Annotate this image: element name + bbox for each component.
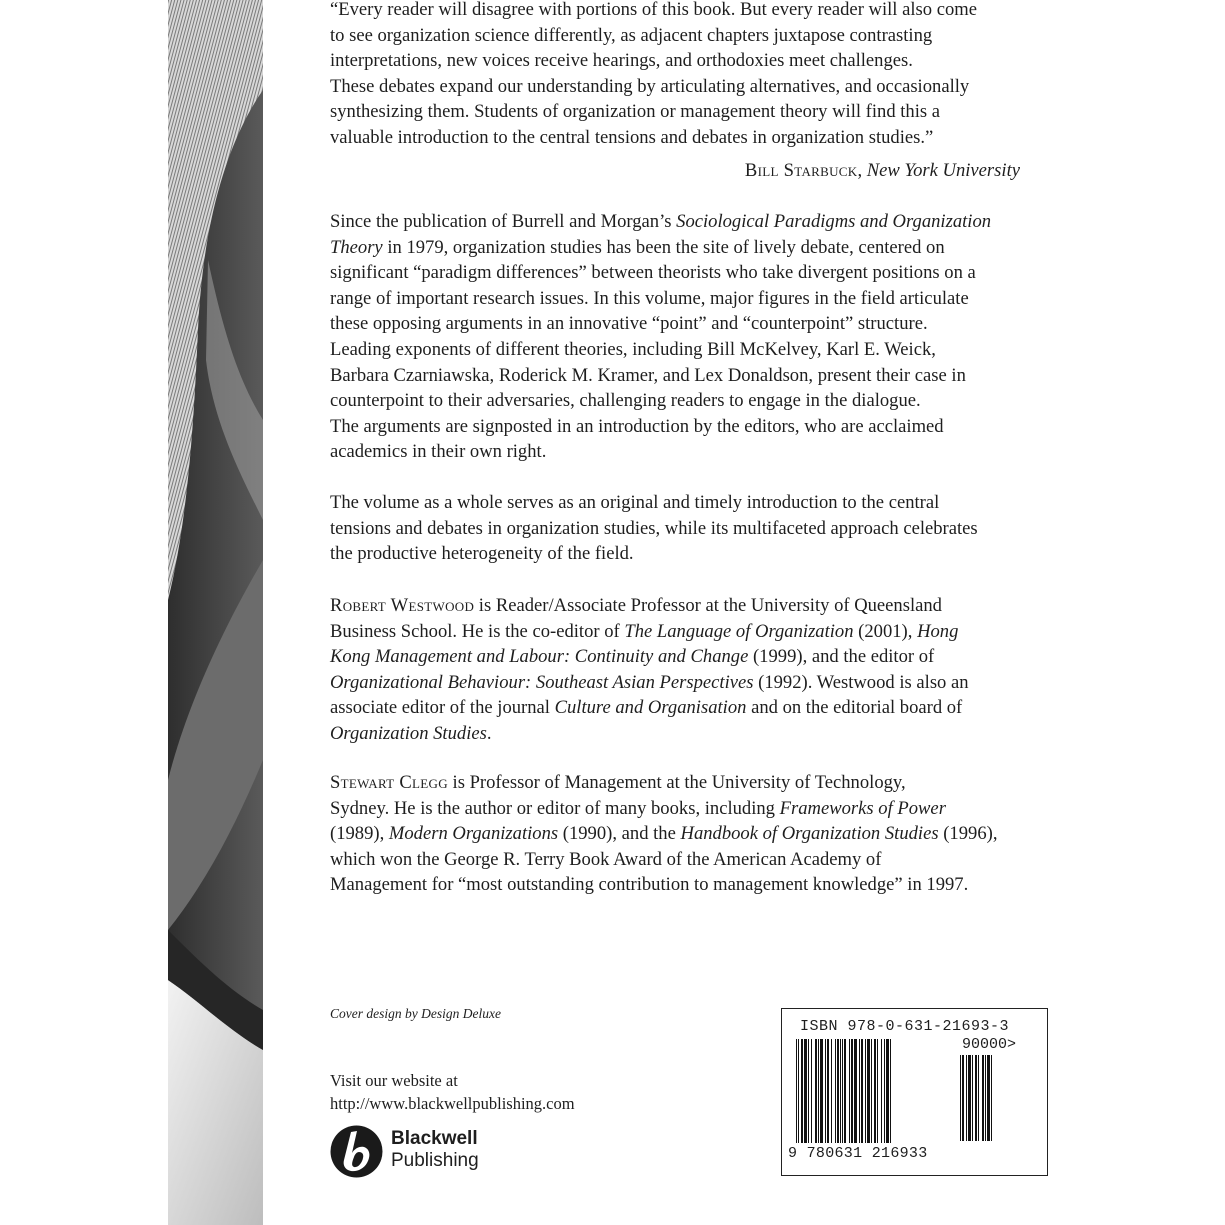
barcode-bar — [796, 1039, 797, 1143]
text-run: is Reader/Associate Professor at the University of Queensland — [474, 595, 942, 616]
editor-bio-westwood — [330, 593, 1020, 747]
barcode-bar — [851, 1039, 853, 1143]
quote-line: interpretations, new voices receive hearings, and orthodoxies meet challenges. — [330, 50, 913, 72]
quote-attribution: Bill Starbuck, New York University — [744, 160, 1020, 181]
barcode-bar — [865, 1039, 866, 1143]
barcode-bar — [867, 1039, 870, 1143]
cover-photo-strip — [168, 0, 263, 1225]
publisher-logo — [330, 1125, 530, 1179]
text-run: Business School. He is the co-editor of — [330, 620, 625, 642]
website-url[interactable]: http://www.blackwellpublishing.com — [330, 1094, 575, 1113]
text-run: (1999), and the editor of — [748, 646, 935, 668]
barcode-addon-label: 90000> — [962, 1036, 1017, 1053]
barcode-bar — [825, 1039, 826, 1143]
barcode-bar — [820, 1039, 823, 1143]
editor-name: Stewart Clegg — [330, 772, 448, 793]
text-line: counterpoint to their adversaries, challenging readers to engage in the dialogue. — [330, 390, 921, 412]
editor-bio-clegg — [330, 770, 1020, 898]
text-run: in 1979, organization studies has been the site of lively debate, centered on — [382, 236, 945, 258]
text-run: is Professor of Management at the University of Technology, — [447, 772, 906, 793]
barcode-bar — [854, 1039, 857, 1143]
website-block — [330, 1069, 575, 1115]
text-line: the productive heterogeneity of the field. — [330, 543, 634, 565]
barcode-bar — [975, 1055, 977, 1141]
book-title: Theory — [330, 236, 383, 258]
journal-title: Organization Studies — [330, 722, 487, 744]
text-run: (2001), — [853, 620, 918, 642]
barcode-bar — [960, 1055, 961, 1141]
book-title: The Language of Organization — [624, 620, 854, 642]
barcode-bar — [837, 1039, 839, 1143]
endorsement-quote — [330, 0, 1020, 151]
text-line: range of important research issues. In this volume, major figures in the field articulate — [330, 287, 969, 309]
barcode-bar — [815, 1039, 817, 1143]
text-run: Since the publication of Burrell and Morgan’s — [330, 211, 677, 232]
text-run: Sydney. He is the author or editor of many books, including — [330, 797, 780, 819]
barcode-bar — [985, 1055, 986, 1141]
barcode-bar — [877, 1039, 878, 1143]
barcode-bar — [811, 1039, 812, 1143]
barcode-bar — [849, 1039, 850, 1143]
text-run: associate editor of the journal — [330, 697, 555, 719]
text-run: . — [486, 722, 492, 744]
publisher-name-primary: Blackwell — [391, 1128, 478, 1149]
quote-line: “Every reader will disagree with portions of this book. But every reader will also come — [330, 0, 977, 20]
editor-name: Robert Westwood — [330, 595, 475, 616]
ean-barcode-bars — [796, 1039, 946, 1143]
book-title: Handbook of Organization Studies — [680, 823, 939, 845]
barcode-bar — [991, 1055, 992, 1141]
barcode-bar — [982, 1055, 984, 1141]
barcode-bar — [827, 1039, 829, 1143]
isbn-label: ISBN 978-0-631-21693-3 — [800, 1018, 1010, 1035]
blackwell-b-icon — [330, 1125, 383, 1178]
barcode-bar — [881, 1039, 882, 1143]
text-run: (1989), — [330, 823, 389, 845]
cover-design-credit: Cover design by Design Deluxe — [330, 1006, 501, 1021]
isbn-barcode-box — [781, 1008, 1048, 1176]
barcode-bar — [972, 1055, 973, 1141]
book-title: Frameworks of Power — [779, 797, 946, 819]
text-line: Leading exponents of different theories, including Bill McKelvey, Karl E. Weick, — [330, 338, 936, 360]
barcode-bar — [808, 1039, 809, 1143]
barcode-bar — [859, 1039, 860, 1143]
text-run: (1996), — [938, 823, 998, 845]
journal-title: Culture and Organisation — [554, 697, 747, 719]
text-line: tensions and debates in organization studies, while its multifaceted approach celebrates — [330, 517, 978, 539]
text-run: (1992). Westwood is also an — [753, 671, 969, 693]
text-run: and on the editorial board of — [746, 697, 963, 719]
text-line: significant “paradigm differences” between theorists who take divergent positions on a — [330, 262, 976, 284]
barcode-bar — [968, 1055, 971, 1141]
barcode-bar — [831, 1039, 832, 1143]
barcode-bar — [835, 1039, 836, 1143]
barcode-bar — [804, 1039, 807, 1143]
book-title: Modern Organizations — [388, 823, 559, 845]
text-line: academics in their own right. — [330, 441, 547, 463]
book-title: Kong Management and Labour: Continuity and Change — [330, 646, 749, 668]
quote-line: synthesizing them. Students of organization or management theory will find this a — [330, 101, 941, 123]
publisher-name — [391, 1128, 479, 1172]
barcode-bar — [798, 1039, 799, 1143]
text-line: The arguments are signposted in an introduction by the editors, who are acclaimed — [330, 415, 944, 437]
book-title: Organizational Behaviour: Southeast Asian Perspectives — [330, 671, 754, 693]
book-title: Hong — [917, 620, 959, 642]
barcode-bar — [874, 1039, 876, 1143]
barcode-bar — [871, 1039, 872, 1143]
barcode-bar — [840, 1039, 841, 1143]
barcode-bar — [801, 1039, 803, 1143]
barcode-bar — [962, 1055, 964, 1141]
photo-strip-image — [168, 0, 263, 1225]
website-intro: Visit our website at — [330, 1071, 458, 1090]
barcode-bar — [861, 1039, 863, 1143]
text-line: these opposing arguments in an innovative “point” and “counterpoint” structure. — [330, 313, 928, 335]
text-run: Management for “most outstanding contribution to management knowledge” in 1997. — [330, 874, 969, 896]
quote-line: valuable introduction to the central tensions and debates in organization studies.” — [330, 126, 934, 148]
quote-affiliation: New York University — [866, 160, 1020, 181]
text-line: The volume as a whole serves as an original and timely introduction to the central — [330, 492, 940, 513]
addon-barcode-bars — [960, 1055, 1030, 1141]
barcode-bar — [890, 1039, 891, 1143]
ean-digits: 9 780631 216933 — [788, 1145, 928, 1162]
barcode-bar — [884, 1039, 885, 1143]
text-run: (1990), and the — [558, 823, 681, 845]
text-run: which won the George R. Terry Book Award of the American Academy of — [330, 848, 882, 870]
barcode-bar — [886, 1039, 889, 1143]
text-line: Barbara Czarniawska, Roderick M. Kramer, and Lex Donaldson, present their case in — [330, 364, 966, 386]
quote-line: to see organization science differently, as adjacent chapters juxtapose contrasting — [330, 24, 933, 46]
description-paragraph-2 — [330, 490, 1020, 567]
barcode-bar — [842, 1039, 843, 1143]
barcode-bar — [818, 1039, 819, 1143]
book-title: Sociological Paradigms and Organization — [676, 211, 992, 232]
quote-line: These debates expand our understanding by articulating alternatives, and occasionally — [330, 75, 970, 97]
barcode-bar — [844, 1039, 846, 1143]
publisher-name-secondary: Publishing — [391, 1150, 479, 1171]
quote-author: Bill Starbuck — [744, 160, 858, 181]
barcode-bar — [978, 1055, 979, 1141]
barcode-bar — [966, 1055, 967, 1141]
barcode-bar — [987, 1055, 990, 1141]
description-paragraph-1 — [330, 209, 1020, 465]
